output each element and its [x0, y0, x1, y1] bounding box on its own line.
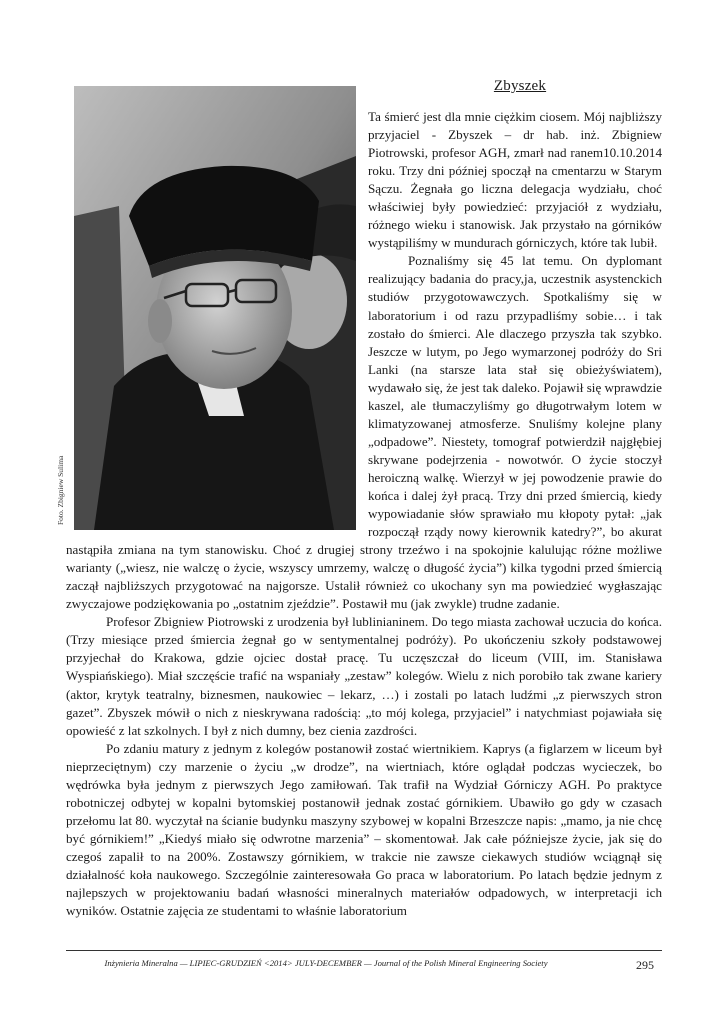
paragraph-3: Profesor Zbigniew Piotrowski z urodzenia był lublinianinem. Do tego miasta zachował uczucia do końca. (Trzy miesiące przed śmiercia żegnał go w sentymentalnej podróży). Po ukończeniu szkoły podstawowej przyjechał do Krakowa, gdzie ojciec dostał pracę. Tu uczęszczał do liceum (VIII, im. Stanisława Wyspiańskiego). Miał szczęście trafić na wspaniały „zestaw” kolegów. Wielu z nich porobiło tak zwane kariery (aktor, krytyk teatralny, biznesmen, naukowiec – lekarz, …) i zostali po latach ludźmi „z pierwszych stron gazet”. Zbyszek mówił o nich z nieskrywana radością: „to mój kolega, przyjaciel” i natychmiast pojawiała się opowieść z lat szkolnych. I był z nich dumny, bez cienia zazdrości.	[66, 614, 662, 738]
photo-credit: Foto. Zbigniew Sulima	[56, 455, 65, 525]
article-title: Zbyszek	[493, 78, 547, 94]
article-body	[66, 108, 662, 920]
paragraph-4: Po zdaniu matury z jednym z kolegów postanowił zostać wiertnikiem. Kaprys (a figlarzem w liceum był nieprzeciętnym) czy marzenie o życiu „w drodze”, na wiertniach, które oglądał podczas wycieczek, bo wędrówka była jednym z pierwszych Jego zamiłowań. Tak trafił na Wydział Górniczy AGH. Po praktyce robotniczej odbytej w kopalni bytomskiej postanowił jednak zostać górnikiem. Ubawiło go gdy w czasach przełomu lat 80. wyczytał na ścianie budynku maszyny szybowej w kopalni Brzeszcze napis: „mamo, ja nie chcę być górnikiem!” „Kiedyś miało się odwrotne marzenia” – skomentował. Jak całe późniejsze życie, jak się do czegoś zapalił to na 200%. Zostawszy górnikiem, w trakcie nie zawsze ciekawych studiów wciągnął się działalność koła naukowego. Szczególnie zainteresowała Go praca w laboratorium. Po latach będzie jednym z najlepszych w projektowaniu badań własności mineralnych materiałów odpadowych, w interpretacji ich wyników. Ostatnie zajęcia ze studentami to właśnie laboratorium	[66, 740, 662, 919]
paragraph-1: Ta śmierć jest dla mnie ciężkim ciosem. Mój najbliższy przyjaciel - Zbyszek – dr hab. inż. Zbigniew Piotrowski, profesor AGH, zmarł nad ranem10.10.2014 roku. Trzy dni później spoczął na cmentarzu w Starym Sączu. Żegnała go liczna delegacja wydziału, choć właściwiej były powiedzieć: przyjaciół z wydziału, różnego wieku i stanowisk. Jak przystało na górników wystąpiliśmy w mundurach górniczych, które tak lubił.	[368, 109, 662, 251]
paragraph-2: Poznaliśmy się 45 lat temu. On dyplomant realizujący badania do pracy,ja, uczestnik asystenckich studiów przygotowawczych. Spotkaliśmy się w laboratorium i od razu przypadliśmy sobie… i tak zostało do śmierci. Ale dlaczego przyszła tak szybko. Jeszcze w lutym, po Jego wymarzonej podróży do Sri Lanki (na starsze lata stał się obieżyświatem), wydawało się, że jest tak daleko. Pojawił się wprawdzie kaszel, ale tłumaczyliśmy go długotrwałym lotem w klimatyzowanej atmosferze. Snuliśmy kolejne plany „odpadowe”. Niestety, tomograf potwierdził najgłębiej skrywane podejrzenia - nowotwór. O życie stoczył heroiczną walkę. Wierzył w jej powodzenie prawie do końca i dalej żył pracą. Trzy dni przed śmiercią, kiedy wypowiadanie słów sprawiało mu kłopoty pytał: „jak rozpoczął rządy nowy kierownik katedry?”, bo akurat nastąpiła zmiana na tym stanowisku. Choć z drugiej strony trzeźwo i na spokojnie kalulując różne możliwe warianty („wiesz, nie walczę o życie, wszyscy umrzemy, walczę o długość życia”) kilka tygodni przed śmiercią zaczął najbliższych przygotować na najgorsze. Ustalił również co ukochany syn ma powiedzieć wygłaszając zwyczajowe podziękowania po „ostatnim zjeździe”. Postawił mu (jak zwykle) trudne zadanie.	[66, 253, 662, 612]
journal-footer: Inżynieria Mineralna — LIPIEC-GRUDZIEŃ <2014> JULY-DECEMBER — Journal of the Polish Mineral Engineering Society	[104, 958, 548, 968]
page-number: 295	[636, 958, 654, 972]
photo-text-wrap	[66, 108, 368, 538]
footer-divider	[66, 950, 662, 951]
